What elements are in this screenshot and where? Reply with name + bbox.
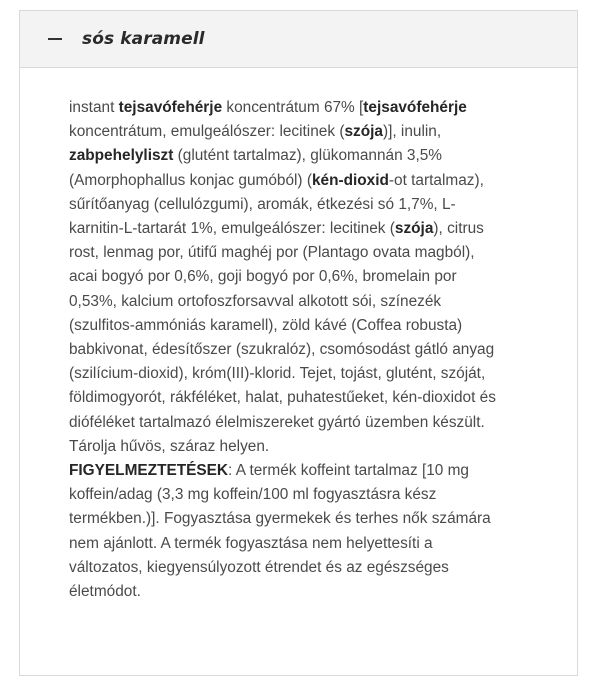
ingredient-text: -ot tartalmaz), sűrítőanyag (cellulózgumi), aromák, étkezési só 1,7%, L-karnitin-L-tartarát 1%, emulgeálószer: lecitinek ( <box>69 171 484 238</box>
ingredient-text: (glutént tartalmaz), glükomannán 3,5% (Amorphophallus konjac gumóból) ( <box>69 147 442 189</box>
ingredient-text: koncentrátum 67% [ <box>222 99 364 116</box>
ingredients-text <box>69 96 499 604</box>
warning-text: : A termék koffeint tartalmaz [10 mg koffein/adag (3,3 mg koffein/100 ml fogyasztásra kész termékben.)]. Fogyasztása gyermekek és terhes nők számára nem ajánlott. A termék fogyasztása nem helyettesíti a változatos, kiegyensúlyozott étrendet és az egészséges életmódot. <box>69 462 491 601</box>
ingredient-text: instant <box>69 99 119 116</box>
allergen-highlight: tejsavófehérje <box>118 99 223 116</box>
ingredient-text: koncentrátum, emulgeálószer: lecitinek ( <box>69 123 345 141</box>
allergen-highlight: szója <box>394 220 434 238</box>
allergen-highlight: szója <box>344 123 383 141</box>
minus-icon[interactable] <box>48 38 62 40</box>
warning-label: FIGYELMEZTETÉSEK <box>69 462 229 480</box>
ingredient-text: )], inulin, <box>382 123 442 141</box>
allergen-highlight: kén-dioxid <box>311 171 389 189</box>
accordion-header[interactable] <box>20 11 577 68</box>
accordion-title: sós karamell <box>82 29 205 49</box>
ingredients-paragraph <box>69 96 499 459</box>
allergen-highlight: tejsavófehérje <box>363 99 467 116</box>
allergen-highlight: zabpehelyliszt <box>69 147 174 165</box>
warning-paragraph <box>69 459 499 604</box>
ingredient-text: ), citrus rost, lenmag por, útifű maghéj por (Plantago ovata magból), acai bogyó por 0,6%, goji bogyó por 0,6%, bromelain por 0,53%, kalcium ortofoszforsavval alkotott sói, színezék (szulfitos-ammóniás karamell), zöld kávé (Coffea robusta) babkivonat, édesítőszer (szukralóz), csomósodást gátló anyag (szilícium-dioxid), króm(III)-klorid. Tejet, tojást, glutént, szóját, földimogyorót, rákféléket, halat, puhatestűeket, kén-dioxidot és dióféléket tartalmazó élelmiszereket gyártó üzemben készült. Tárolja hűvös, száraz helyen. <box>69 220 496 455</box>
